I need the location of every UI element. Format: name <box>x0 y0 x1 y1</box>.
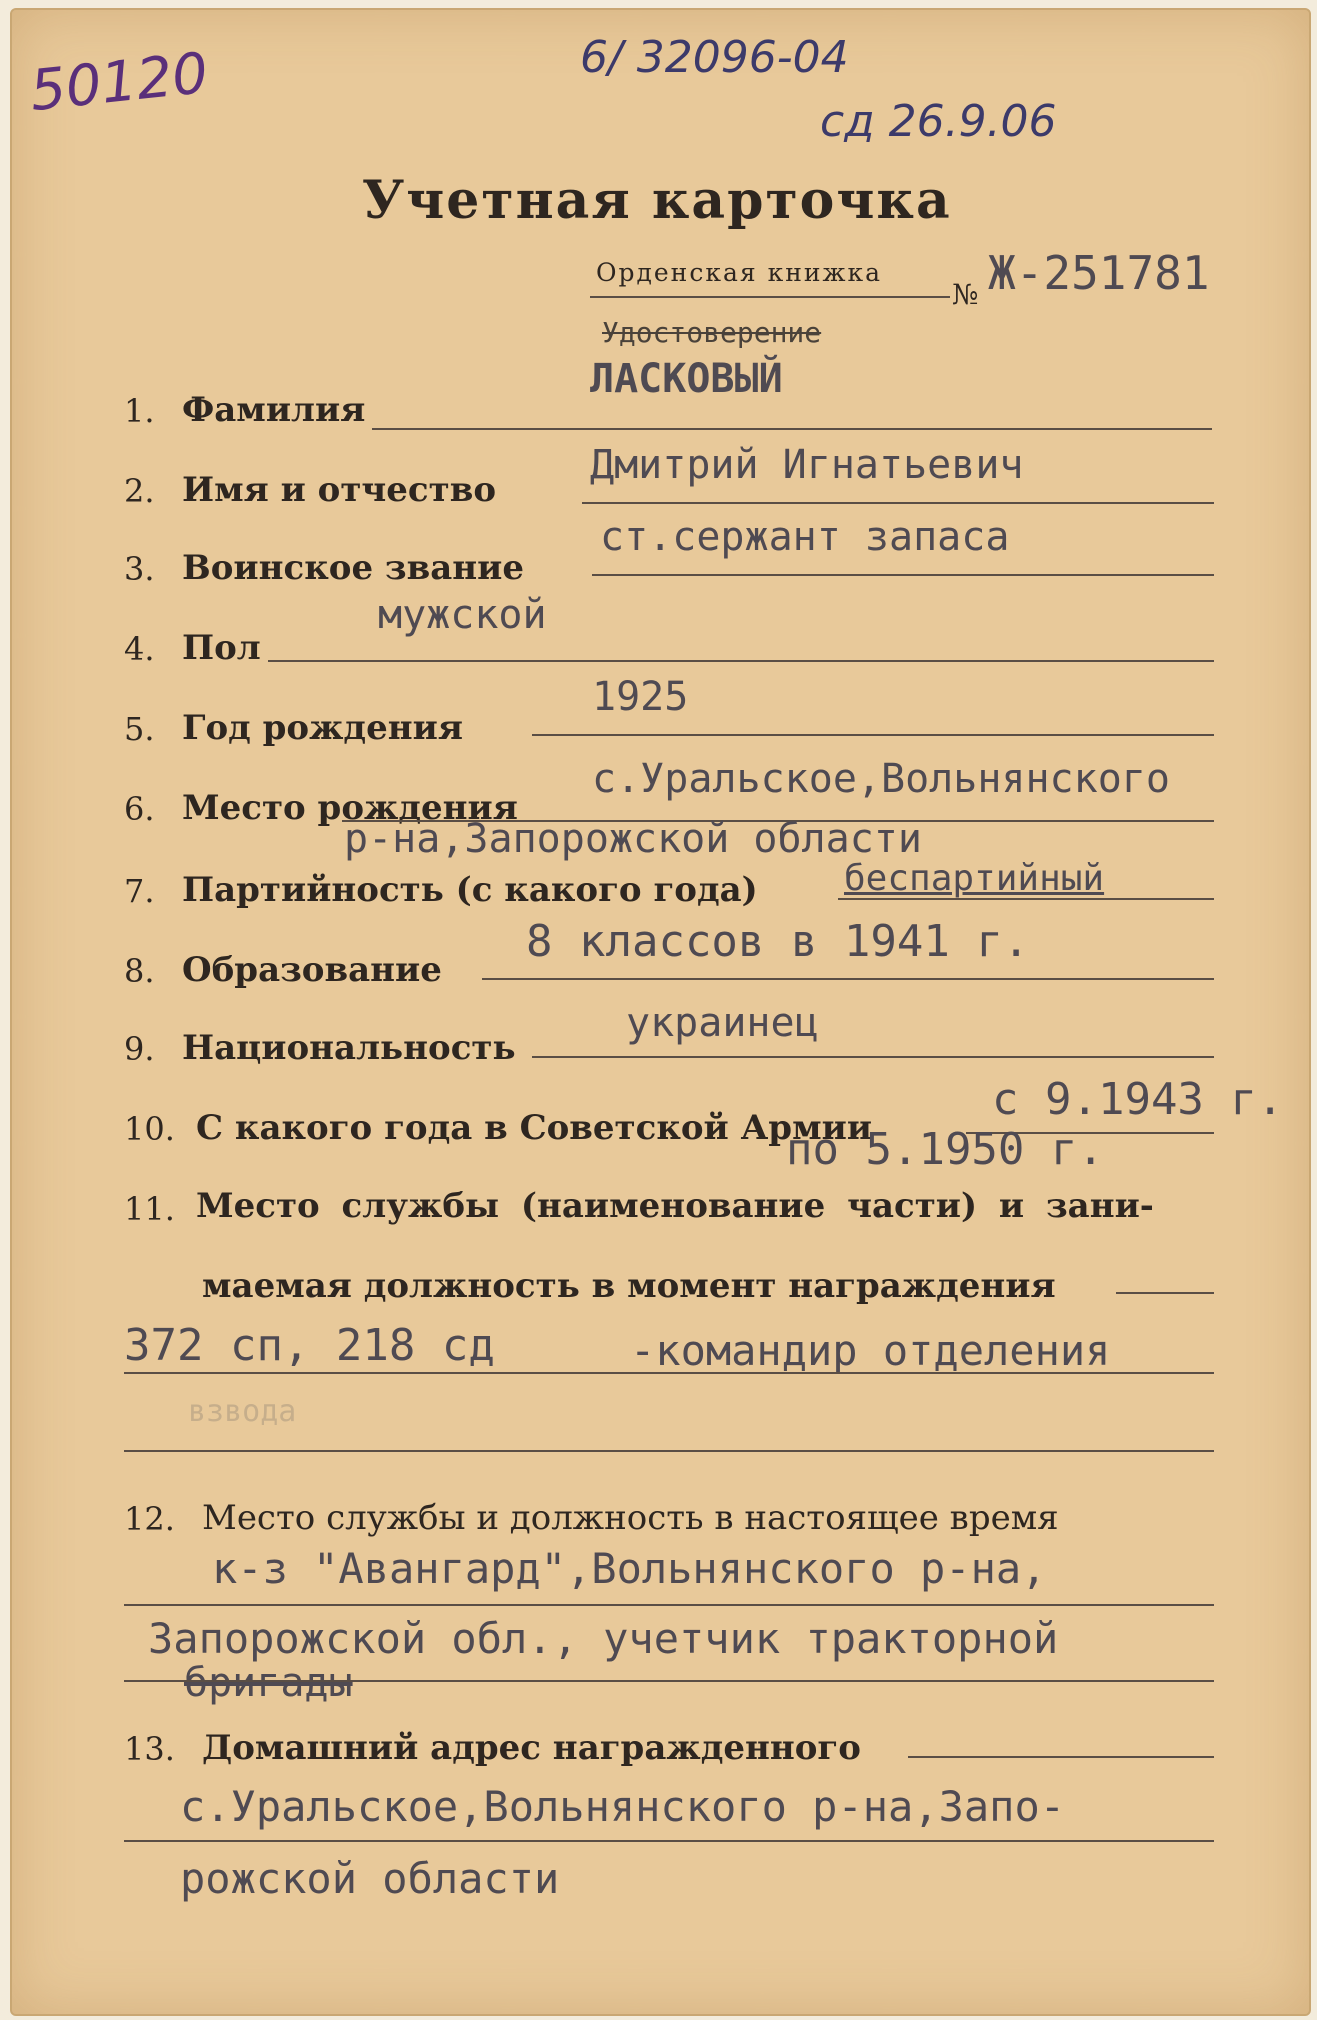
field-9-label: Национальность <box>182 1028 516 1068</box>
archive-mark-purple: 50120 <box>27 40 212 125</box>
field-8-rule <box>482 978 1214 980</box>
field-12-number: 12. <box>124 1500 175 1538</box>
field-8-value: 8 классов в 1941 г. <box>526 916 1030 967</box>
field-13-value-line2: рожской области <box>180 1854 560 1903</box>
field-4-rule <box>268 660 1214 662</box>
field-10-label: С какого года в Советской Армии <box>196 1108 873 1148</box>
field-2-rule <box>582 502 1214 504</box>
field-10-value-line2: по 5.1950 г. <box>786 1124 1104 1175</box>
record-card <box>10 8 1311 2016</box>
field-7-number: 7. <box>124 872 155 910</box>
archive-mark-top-right-2: сд 26.9.06 <box>820 96 1057 147</box>
field-9-value: украинец <box>626 1000 819 1046</box>
field-2-value: Дмитрий Игнатьевич <box>590 442 1024 488</box>
field-10-number: 10. <box>124 1110 175 1148</box>
field-11-label-line2: маемая должность в момент награждения <box>202 1266 1056 1306</box>
field-5-number: 5. <box>124 710 155 748</box>
field-13-number: 13. <box>124 1730 175 1768</box>
field-6-value-line2: р-на,Запорожской области <box>344 816 922 862</box>
field-13-label: Домашний адрес награжденного <box>202 1728 861 1768</box>
field-1-number: 1. <box>124 392 155 430</box>
field-4-number: 4. <box>124 630 155 668</box>
field-13-rule-a <box>908 1756 1214 1758</box>
field-13-rule-b <box>124 1840 1214 1842</box>
field-10-value: с 9.1943 г. <box>992 1074 1284 1125</box>
field-11-rule-c <box>124 1450 1214 1452</box>
field-3-value: ст.сержант запаса <box>600 514 1010 560</box>
book-type-label: Орденская книжка <box>596 258 883 287</box>
field-12-value: к-з "Авангард",Вольнянского р-на, <box>212 1544 1047 1593</box>
field-11-label: Место службы (наименование части) и зани- <box>196 1186 1154 1226</box>
field-8-label: Образование <box>182 950 442 990</box>
field-12-rule-b <box>124 1680 1214 1682</box>
field-3-rule <box>592 574 1214 576</box>
field-6-number: 6. <box>124 790 155 828</box>
book-number-prefix: № <box>952 278 979 311</box>
field-8-number: 8. <box>124 952 155 990</box>
field-11-rule-b <box>124 1372 1214 1374</box>
field-11-value: 372 сп, 218 сд <box>124 1320 495 1371</box>
field-9-rule <box>532 1056 1214 1058</box>
field-2-number: 2. <box>124 472 155 510</box>
field-5-rule <box>532 734 1214 736</box>
field-9-number: 9. <box>124 1030 155 1068</box>
field-12-value-line3: бригады <box>184 1660 353 1706</box>
field-3-number: 3. <box>124 550 155 588</box>
field-12-label: Место службы и должность в настоящее время <box>202 1498 1059 1538</box>
field-5-label: Год рождения <box>182 708 463 748</box>
field-12-rule-a <box>124 1604 1214 1606</box>
field-11-rule-a <box>1116 1292 1214 1294</box>
field-4-value: мужской <box>378 592 547 638</box>
field-11-value-line2: -командир отделения <box>630 1326 1111 1375</box>
field-5-value: 1925 <box>592 674 689 720</box>
field-2-label: Имя и отчество <box>182 470 497 510</box>
struck-out-text: Удостоверение <box>602 316 822 349</box>
field-1-rule <box>372 428 1212 430</box>
field-12-value-line2: Запорожской обл., учетчик тракторной <box>148 1614 1059 1663</box>
field-7-label: Партийность (с какого года) <box>182 870 758 910</box>
field-1-label: Фамилия <box>182 390 366 430</box>
card-title: Учетная карточка <box>362 170 952 231</box>
field-7-value: беспартийный <box>844 858 1105 899</box>
field-11-faded-text: взвода <box>188 1394 297 1429</box>
book-number: Ж-251781 <box>988 246 1210 300</box>
field-6-label: Место рождения <box>182 788 518 828</box>
field-4-label: Пол <box>182 628 261 668</box>
field-13-value: с.Уральское,Вольнянского р-на,Запо- <box>180 1782 1066 1831</box>
field-1-value: ЛАСКОВЫЙ <box>590 356 783 402</box>
book-type-rule <box>590 296 950 298</box>
field-6-value: с.Уральское,Вольнянского <box>592 756 1170 802</box>
archive-mark-top-right-1: 6/ 32096-04 <box>580 32 849 83</box>
field-3-label: Воинское звание <box>182 548 525 588</box>
field-11-number: 11. <box>124 1190 175 1228</box>
